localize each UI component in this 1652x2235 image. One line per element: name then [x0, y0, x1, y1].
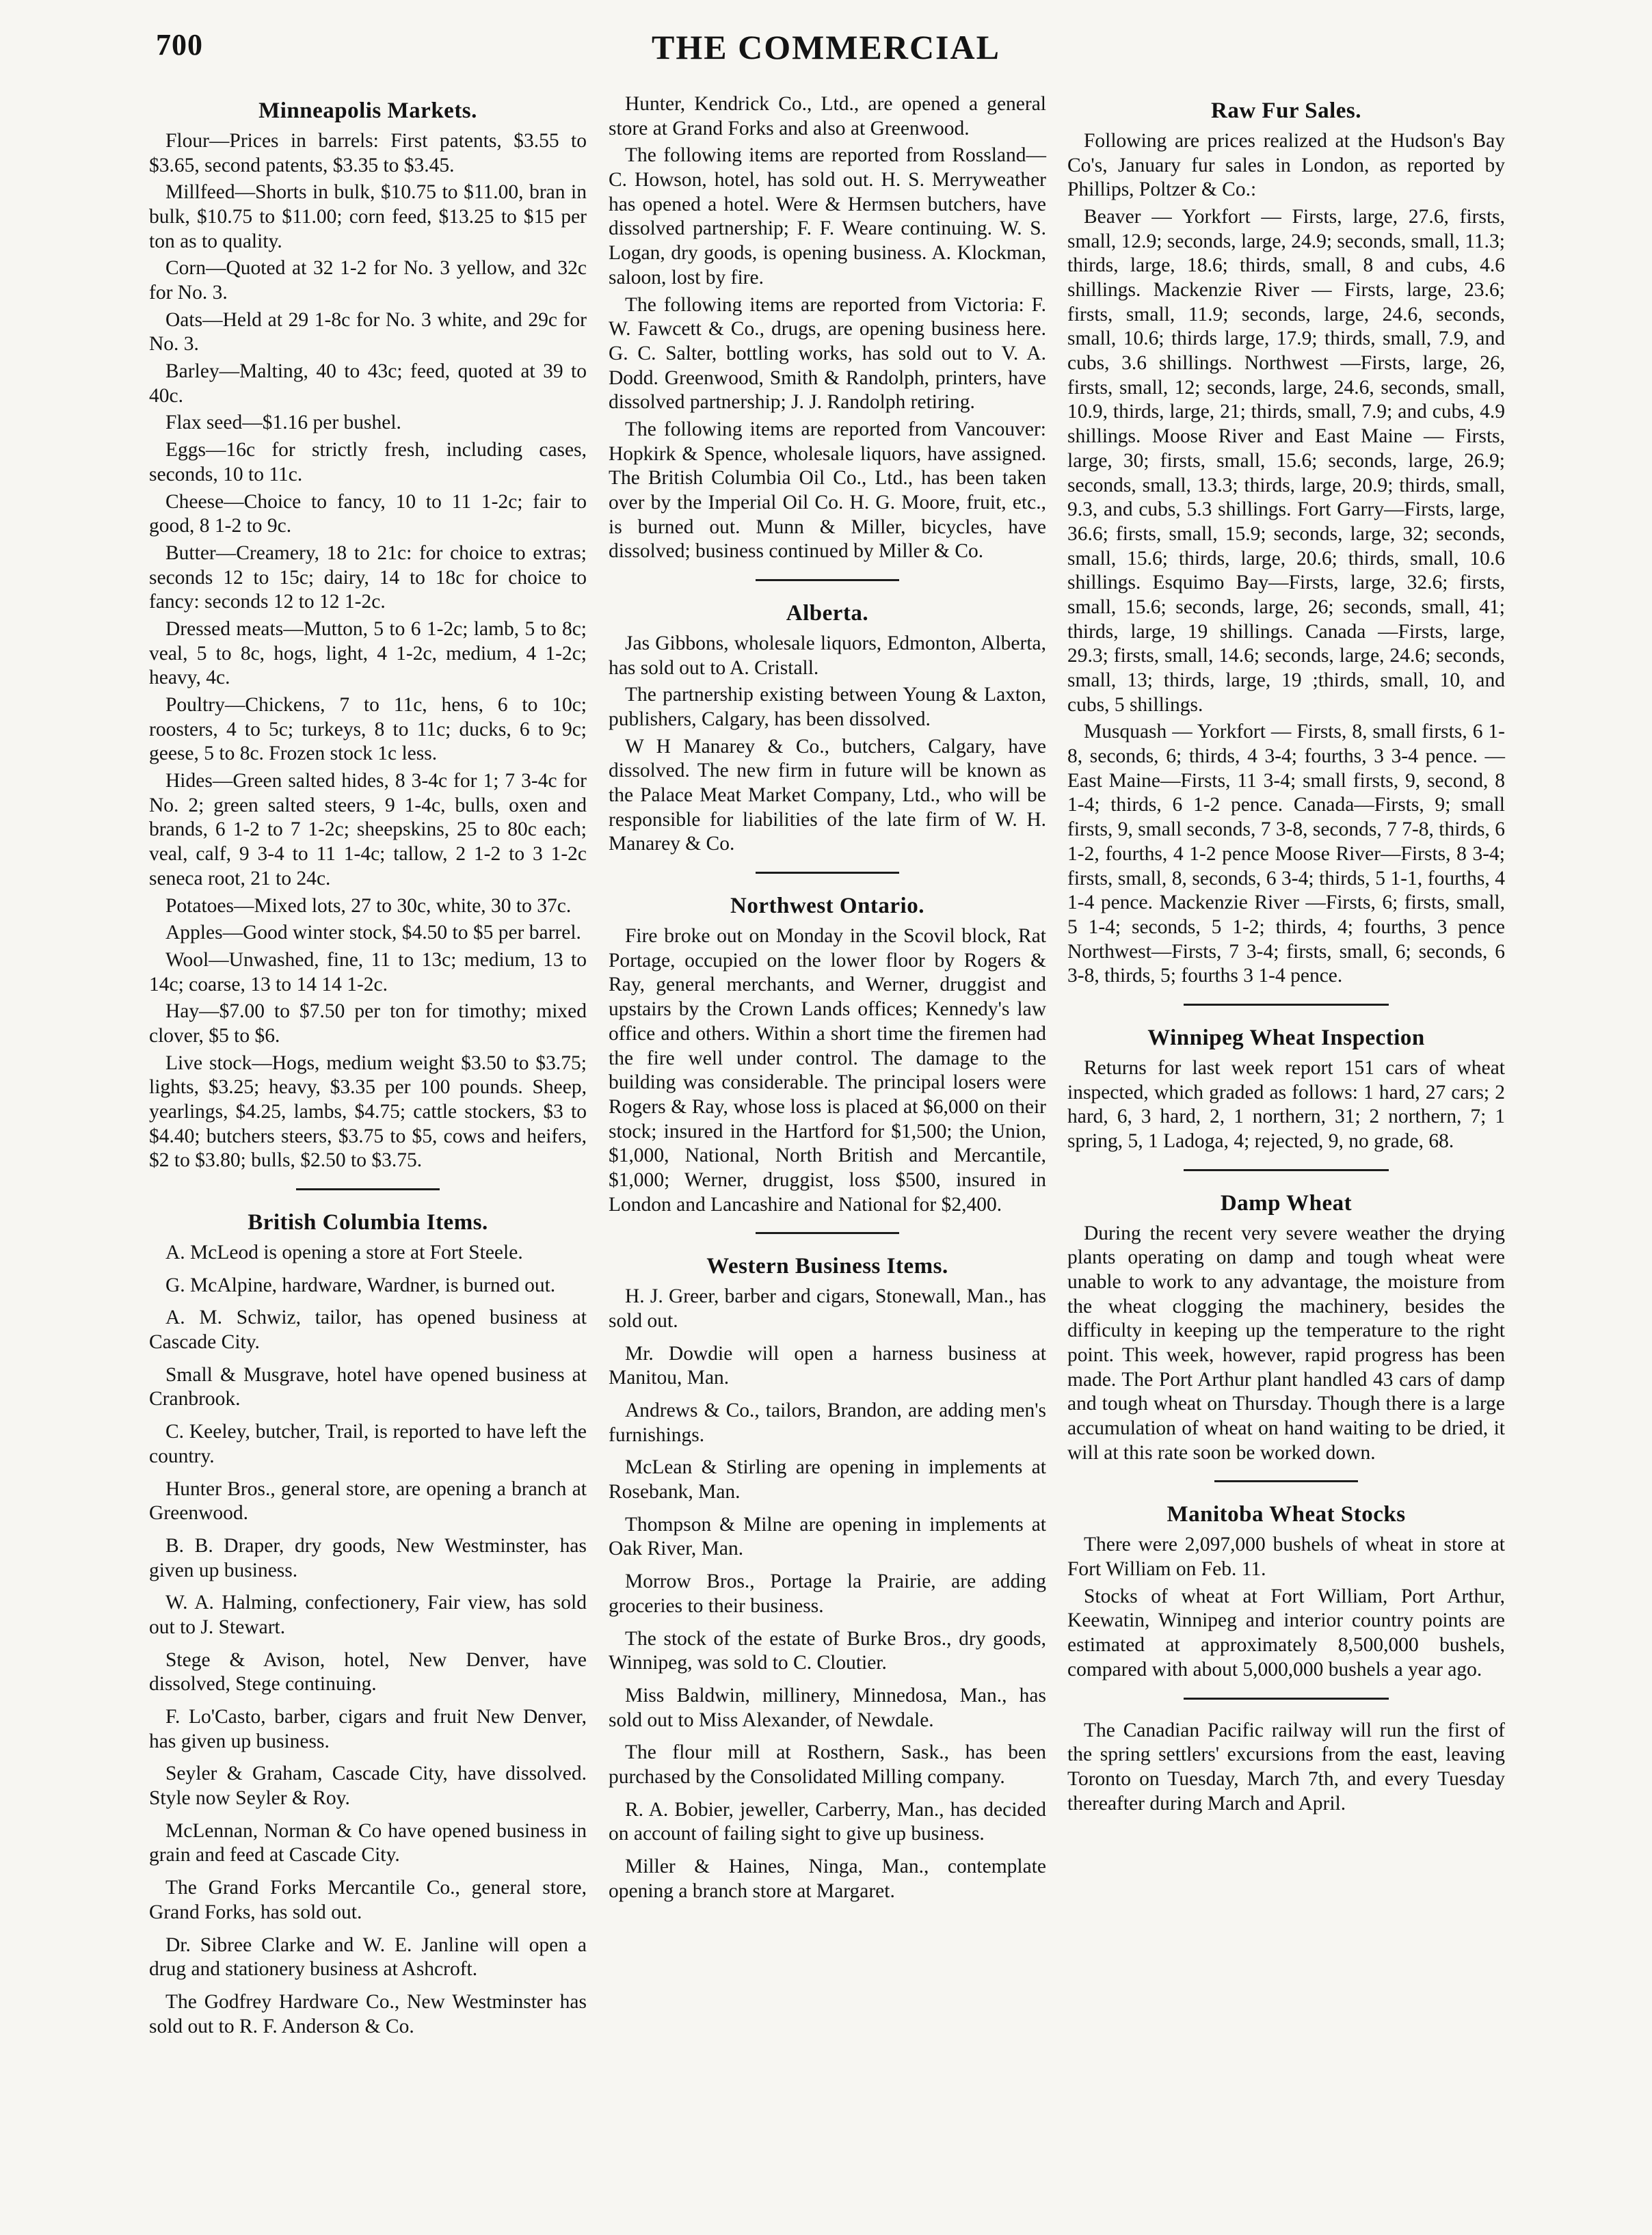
paragraph: Andrews & Co., tailors, Brandon, are adding men's furnishings.: [609, 1400, 1046, 1446]
masthead-title: THE COMMERCIAL: [652, 28, 1000, 66]
paragraph: The following items are reported from Rossland—C. Howson, hotel, has sold out. H. S. Merryweather has opened a hotel. Were & Hermsen butchers, have dissolved partnership; F. F. Weare continuing. W. S. Logan, dry goods, is opening business. A. Klockman, saloon, lost by fire.: [609, 144, 1046, 289]
section-heading: Winnipeg Wheat Inspection: [1147, 1025, 1425, 1050]
section-divider: [1184, 1004, 1389, 1006]
paragraph: Barley—Malting, 40 to 43c; feed, quoted at 39 to 40c.: [149, 360, 587, 407]
paragraph: Thompson & Milne are opening in implements at Oak River, Man.: [609, 1513, 1046, 1560]
section-divider: [1184, 1698, 1389, 1700]
paragraph: H. J. Greer, barber and cigars, Stonewall, Man., has sold out.: [609, 1285, 1046, 1332]
section-heading: Northwest Ontario.: [730, 894, 924, 919]
paragraph: Cheese—Choice to fancy, 10 to 11 1-2c; fair to good, 8 1-2 to 9c.: [149, 490, 587, 537]
paragraph: A. McLeod is opening a store at Fort Steele.: [165, 1242, 523, 1264]
paragraph: The Canadian Pacific railway will run the first of the spring settlers' excursions from the east, leaving Toronto on Tuesday, March 7th, and every Tuesday thereafter during March and April.: [1067, 1719, 1505, 1815]
british-columbia-section: [149, 1209, 587, 2039]
paragraph: F. Lo'Casto, barber, cigars and fruit New Denver, has given up business.: [149, 1706, 587, 1752]
section-divider: [1184, 1169, 1389, 1171]
paragraph: Apples—Good winter stock, $4.50 to $5 per barrel.: [165, 922, 581, 944]
section-heading: Western Business Items.: [706, 1254, 948, 1279]
paragraph: Mr. Dowdie will open a harness business at Manitou, Man.: [609, 1342, 1046, 1389]
section-heading: Raw Fur Sales.: [1211, 98, 1361, 123]
paragraph: A. M. Schwiz, tailor, has opened business at Cascade City.: [149, 1307, 587, 1354]
paragraph: Millfeed—Shorts in bulk, $10.75 to $11.00, bran in bulk, $10.75 to $11.00; corn feed, $13.25 to $15 per ton as to quality.: [149, 181, 587, 252]
minneapolis-markets-section: [149, 98, 587, 1173]
paragraph: McLean & Stirling are opening in implements at Rosebank, Man.: [609, 1456, 1046, 1503]
paragraph: G. McAlpine, hardware, Wardner, is burned out.: [165, 1274, 556, 1296]
paragraph: The partnership existing between Young & Laxton, publishers, Calgary, has been dissolved.: [609, 684, 1046, 731]
paragraph: The following items are reported from Victoria: F. W. Fawcett & Co., drugs, are opening business here. G. C. Salter, bottling works, has sold out to V. A. Dodd. Greenwood, Smith & Randolph, printers, have dissolved partnership; J. J. Randolph retiring.: [609, 293, 1046, 414]
paragraph: Stocks of wheat at Fort William, Port Arthur, Keewatin, Winnipeg and interior country points are estimated at approximately 8,500,000 bushels, compared with about 5,000,000 bushels a year ago.: [1067, 1585, 1505, 1681]
raw-fur-sales-section: [1067, 98, 1505, 989]
paragraph: Hay—$7.00 to $7.50 per ton for timothy; mixed clover, $5 to $6.: [149, 1000, 587, 1047]
paragraph: Corn—Quoted at 32 1-2 for No. 3 yellow, and 32c for No. 3.: [149, 257, 587, 304]
damp-wheat-section: [1067, 1190, 1505, 1466]
manitoba-wheat-stocks-section: [1067, 1501, 1505, 1682]
paragraph: McLennan, Norman & Co have opened business in grain and feed at Cascade City.: [149, 1819, 587, 1866]
alberta-section: [609, 600, 1046, 857]
paragraph: Seyler & Graham, Cascade City, have dissolved. Style now Seyler & Roy.: [149, 1763, 587, 1810]
paragraph: R. A. Bobier, jeweller, Carberry, Man., has decided on account of failing sight to give up business.: [609, 1798, 1046, 1845]
paragraph: Miller & Haines, Ninga, Man., contemplate opening a branch store at Margaret.: [609, 1856, 1046, 1902]
paragraph: Small & Musgrave, hotel have opened business at Cranbrook.: [149, 1363, 587, 1410]
paragraph: The Godfrey Hardware Co., New Westminster has sold out to R. F. Anderson & Co.: [149, 1990, 587, 2037]
section-heading: British Columbia Items.: [248, 1210, 488, 1235]
winnipeg-wheat-inspection-section: [1067, 1025, 1505, 1154]
northwest-ontario-section: [609, 893, 1046, 1217]
section-divider: [756, 1232, 899, 1234]
paragraph: Hides—Green salted hides, 8 3-4c for 1; 7 3-4c for No. 2; green salted steers, 9 1-4c, bulls, oxen and brands, 6 1-2 to 7 1-2c; sheepskins, 25 to 80c each; veal, calf, 9 3-4 to 11 1-4c; tallow, 2 1-2 to 3 1-2c seneca root, 21 to 24c.: [149, 770, 587, 889]
page-number: 700: [156, 28, 203, 62]
paragraph: C. Keeley, butcher, Trail, is reported to have left the country.: [149, 1421, 587, 1467]
paragraph: There were 2,097,000 bushels of wheat in store at Fort William on Feb. 11.: [1067, 1534, 1505, 1581]
section-divider: [1214, 1480, 1358, 1482]
paragraph: W. A. Halming, confectionery, Fair view, has sold out to J. Stewart.: [149, 1592, 587, 1638]
paragraph: Flax seed—$1.16 per bushel.: [165, 412, 401, 434]
paragraph: Flour—Prices in barrels: First patents, $3.55 to $3.65, second patents, $3.35 to $3.45.: [149, 129, 587, 176]
column-2: [609, 92, 1046, 1912]
section-heading: Damp Wheat: [1220, 1190, 1353, 1216]
paragraph: Oats—Held at 29 1-8c for No. 3 white, and 29c for No. 3.: [149, 308, 587, 356]
section-divider: [756, 872, 899, 874]
paragraph: Stege & Avison, hotel, New Denver, have dissolved, Stege continuing.: [149, 1648, 587, 1696]
section-heading: Minneapolis Markets.: [258, 98, 477, 123]
canadian-pacific-notice: [1067, 1719, 1505, 1817]
paragraph: Jas Gibbons, wholesale liquors, Edmonton, Alberta, has sold out to A. Cristall.: [609, 632, 1046, 679]
paragraph: Eggs—16c for strictly fresh, including cases, seconds, 10 to 11c.: [149, 439, 587, 485]
section-divider: [756, 579, 899, 581]
section-heading: Alberta.: [786, 601, 869, 626]
column-3: [1067, 92, 1505, 1819]
section-heading: Manitoba Wheat Stocks: [1167, 1502, 1406, 1527]
paragraph: Miss Baldwin, millinery, Minnedosa, Man., has sold out to Miss Alexander, of Newdale.: [609, 1684, 1046, 1731]
paragraph: Beaver — Yorkfort — Firsts, large, 27.6, firsts, small, 12.9; seconds, large, 24.9; seconds, small, 11.3; thirds, large, 18.6; thirds, small, 8 and cubs, 4.6 shillings. Mackenzie River — Firsts, large, 23.6; firsts, small, 11.9; seconds, large, 24.6, seconds, small, 10.6; thirds large, 17.9; thirds, small, 7.9, and cubs, 3.6 shillings. Northwest —Firsts, large, 26, firsts, small, 12; seconds, large, 24.6, seconds, small, 10.9, thirds, large, 21; thirds, small, 7.9; and cubs, 4.9 shillings. Moose River and East Maine — Firsts, large, 30; firsts, small, 15.6; seconds, large, 26.9; seconds, small, 13.3; thirds, large, 20.9; thirds, small, 9.3, and cubs, 5.3 shillings. Fort Garry—Firsts, large, 36.6; firsts, small, 15.9; seconds, large, 32; seconds, small, 15.6; thirds, large, 20.6; thirds, small, 10.6 shillings. Esquimo Bay—Firsts, large, 32.6; firsts, small, 15.6; seconds, large, 26; seconds, small, 41; thirds, large, 19 shillings. Canada —Firsts, large, 29.3; firsts, small, 14.6; seconds, large, 24.6; seconds, small, 13; thirds, large, 19 ;thirds, small, 10, and cubs, 5 shillings.: [1067, 205, 1505, 716]
paragraph: Dr. Sibree Clarke and W. E. Janline will open a drug and stationery business at Ashcroft.: [149, 1933, 587, 1981]
paragraph: The following items are reported from Vancouver: Hopkirk & Spence, wholesale liquors, have assigned. The British Columbia Oil Co., Ltd., has been taken over by the Imperial Oil Co. H. G. Moore, fruit, etc., is burned out. Munn & Miller, bicycles, have dissolved; business continued by Miller & Co.: [609, 418, 1046, 563]
paragraph: Returns for last week report 151 cars of wheat inspected, which graded as follows: 1 hard, 27 cars; 2 hard, 6, 3 hard, 2, 1 northern, 31; 2 northern, 7; 1 spring, 5, 1 Ladoga, 4; rejected, 9, no grade, 68.: [1067, 1056, 1505, 1152]
column-1: [149, 92, 587, 2047]
british-columbia-continued: [609, 92, 1046, 564]
paragraph: The stock of the estate of Burke Bros., dry goods, Winnipeg, was sold to C. Cloutier.: [609, 1627, 1046, 1674]
paragraph: Live stock—Hogs, medium weight $3.50 to $3.75; lights, $3.25; heavy, $3.35 per 100 pounds. Sheep, yearlings, $4.25, lambs, $4.75; cattle stockers, $3 to $4.40; butchers steers, $3.75 to $5, cows and heifers, $2 to $3.80; bulls, $2.50 to $3.75.: [149, 1052, 587, 1172]
paragraph: B. B. Draper, dry goods, New Westminster, has given up business.: [149, 1534, 587, 1581]
paragraph: During the recent very severe weather the drying plants operating on damp and tough wheat were unable to work to any advantage, the moisture from the wheat clogging the machinery, besides the difficulty in keeping up the temperature to the right point. This week, however, rapid progress has been made. The Port Arthur plant handled 43 cars of damp and tough wheat on Thursday. Though there is a large accumulation of wheat on hand waiting to be dried, it will at this rate soon be worked down.: [1067, 1222, 1505, 1464]
paragraph: The flour mill at Rosthern, Sask., has been purchased by the Consolidated Milling company.: [609, 1741, 1046, 1788]
paragraph: Following are prices realized at the Hudson's Bay Co's, January fur sales in London, as reported by Phillips, Poltzer & Co.:: [1067, 129, 1505, 201]
paragraph: Potatoes—Mixed lots, 27 to 30c, white, 30 to 37c.: [165, 894, 572, 917]
paragraph: The Grand Forks Mercantile Co., general store, Grand Forks, has sold out.: [149, 1877, 587, 1923]
paragraph: Dressed meats—Mutton, 5 to 6 1-2c; lamb, 5 to 8c; veal, 5 to 8c, hogs, light, 4 1-2c, medium, 4 1-2c; heavy, 4c.: [149, 617, 587, 689]
paragraph: Morrow Bros., Portage la Prairie, are adding groceries to their business.: [609, 1570, 1046, 1617]
western-business-section: [609, 1253, 1046, 1903]
section-divider: [296, 1188, 440, 1190]
paragraph: Fire broke out on Monday in the Scovil block, Rat Portage, occupied on the lower floor by Rogers & Ray, general merchants, and Werner, druggist and upstairs by the Crown Lands offices; Kennedy's law office and others. Within a short time the firemen had the fire well under control. The damage to the building was considerable. The principal losers were Rogers & Ray, whose loss is placed at $6,000 on their stock; insured in the Hartford for $1,500; the Union, $1,000, National, North British and Mercantile, $1,000; Werner, druggist, loss $500, insured in London and Lancashire and National for $2,400.: [609, 925, 1046, 1216]
paragraph: Butter—Creamery, 18 to 21c: for choice to extras; seconds 12 to 15c; dairy, 14 to 18c for choice to fancy: seconds 12 to 12 1-2c.: [149, 541, 587, 613]
paragraph: Wool—Unwashed, fine, 11 to 13c; medium, 13 to 14c; coarse, 13 to 14 14 1-2c.: [149, 948, 587, 995]
paragraph: Poultry—Chickens, 7 to 11c, hens, 6 to 10c; roosters, 4 to 5c; turkeys, 8 to 11c; ducks, 6 to 9c; geese, 5 to 8c. Frozen stock 1c less.: [149, 694, 587, 765]
paragraph: Hunter Bros., general store, are opening a branch at Greenwood.: [149, 1477, 587, 1525]
paragraph: W H Manarey & Co., butchers, Calgary, have dissolved. The new firm in future will be known as the Palace Meat Market Company, Ltd., who will be responsible for liabilities of the late firm of W. H. Manarey & Co.: [609, 735, 1046, 855]
paragraph: Musquash — Yorkfort — Firsts, 8, small firsts, 6 1-8, seconds, 6; thirds, 4 3-4; fourths, 3 3-4 pence. — East Maine—Firsts, 11 3-4; small firsts, 9, second, 8 1-4; thirds, 6 1-2 pence. Canada—Firsts, 9; small firsts, 9, small seconds, 7 3-8, seconds, 7 7-8, thirds, 6 1-2, fourths, 4 1-2 pence Moose River—Firsts, 8 3-4; firsts, small, 8, seconds, 6 3-4; thirds, 5 1-1, fourths, 4 1-4 pence. Mackenzie River —Firsts, 6; firsts, small, 5 1-4; seconds, 5 1-2; thirds, 4; fourths, 3 pence Northwest—Firsts, 7 3-4; firsts, small, 6; seconds, 6 3-8, thirds, 5; fourths 3 1-4 pence.: [1067, 721, 1505, 987]
paragraph: Hunter, Kendrick Co., Ltd., are opened a general store at Grand Forks and also at Greenwood.: [609, 93, 1046, 139]
